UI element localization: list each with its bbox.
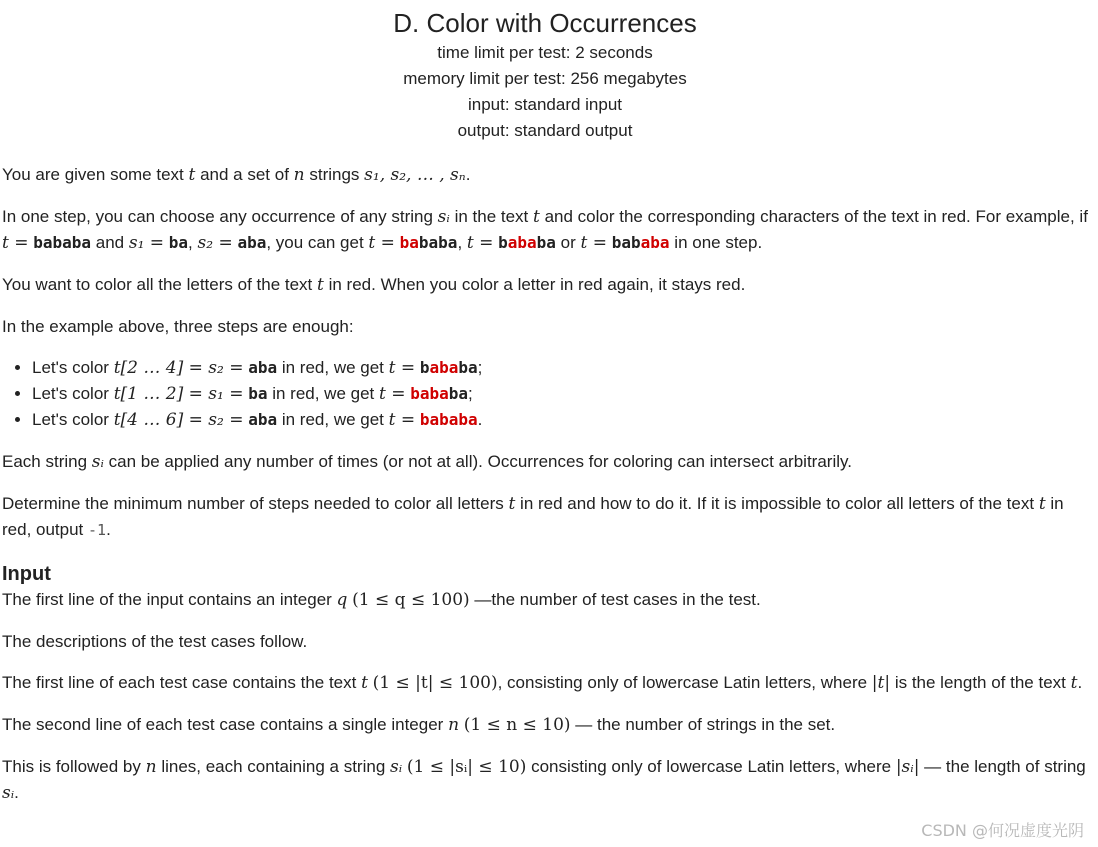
input-spec: input: standard input xyxy=(467,95,623,114)
input-line-n: The second line of each test case contains a single integer n (1 ≤ n ≤ 10) — the number of strings in the set. xyxy=(2,715,836,735)
watermark: CSDN @何况虚度光阴 xyxy=(921,821,1084,840)
list-item: • Let's color t[2 … 4] = s₂ = aba in red, we get t = bababa; xyxy=(32,355,1088,381)
input-section xyxy=(2,561,1088,806)
list-item: • Let's color t[1 … 2] = s₁ = ba in red, we get t = bababa; xyxy=(32,381,1088,407)
paragraph-task: Determine the minimum number of steps needed to color all letters t in red and how to do it. If it is impossible to color all letters of the text t in red, output -1. xyxy=(2,494,1064,539)
output-spec: output: standard output xyxy=(457,121,633,140)
problem-title: D. Color with Occurrences xyxy=(393,8,697,38)
steps-list xyxy=(2,355,1088,433)
paragraph-reuse: Each string sᵢ can be applied any number of times (or not at all). Occurrences for coloring can intersect arbitrarily. xyxy=(2,452,852,472)
paragraph-example: In the example above, three steps are enough: xyxy=(2,317,354,336)
paragraph-step: In one step, you can choose any occurrence of any string sᵢ in the text t and color the corresponding characters of the text in red. For example, if t = bababa and s₁ = ba, s₂ = aba, you can get t = bababa, t = bababa or t = bababa in one step. xyxy=(2,207,1088,253)
memory-limit: memory limit per test: 256 megabytes xyxy=(403,69,687,88)
section-heading: Input xyxy=(2,563,51,585)
legend-paragraph: You are given some text t and a set of n strings s₁, s₂, … , sₙ. xyxy=(2,165,471,185)
problem-header xyxy=(2,0,1088,144)
input-line-text: The first line of each test case contains the text t (1 ≤ |t| ≤ 100), consisting only of lowercase Latin letters, where |t| is the length of the text t. xyxy=(2,673,1083,693)
input-line-desc: The descriptions of the test cases follow. xyxy=(2,632,308,651)
time-limit: time limit per test: 2 seconds xyxy=(437,43,653,62)
paragraph-goal: You want to color all the letters of the text t in red. When you color a letter in red again, it stays red. xyxy=(2,275,746,295)
list-item: • Let's color t[4 … 6] = s₂ = aba in red, we get t = bababa. xyxy=(32,407,1088,433)
input-line-strings: This is followed by n lines, each containing a string sᵢ (1 ≤ |sᵢ| ≤ 10) consisting only of lowercase Latin letters, where |sᵢ| — the length of string sᵢ. xyxy=(2,757,1086,803)
input-line-q: The first line of the input contains an integer q (1 ≤ q ≤ 100) —the number of test cases in the test. xyxy=(2,590,761,610)
